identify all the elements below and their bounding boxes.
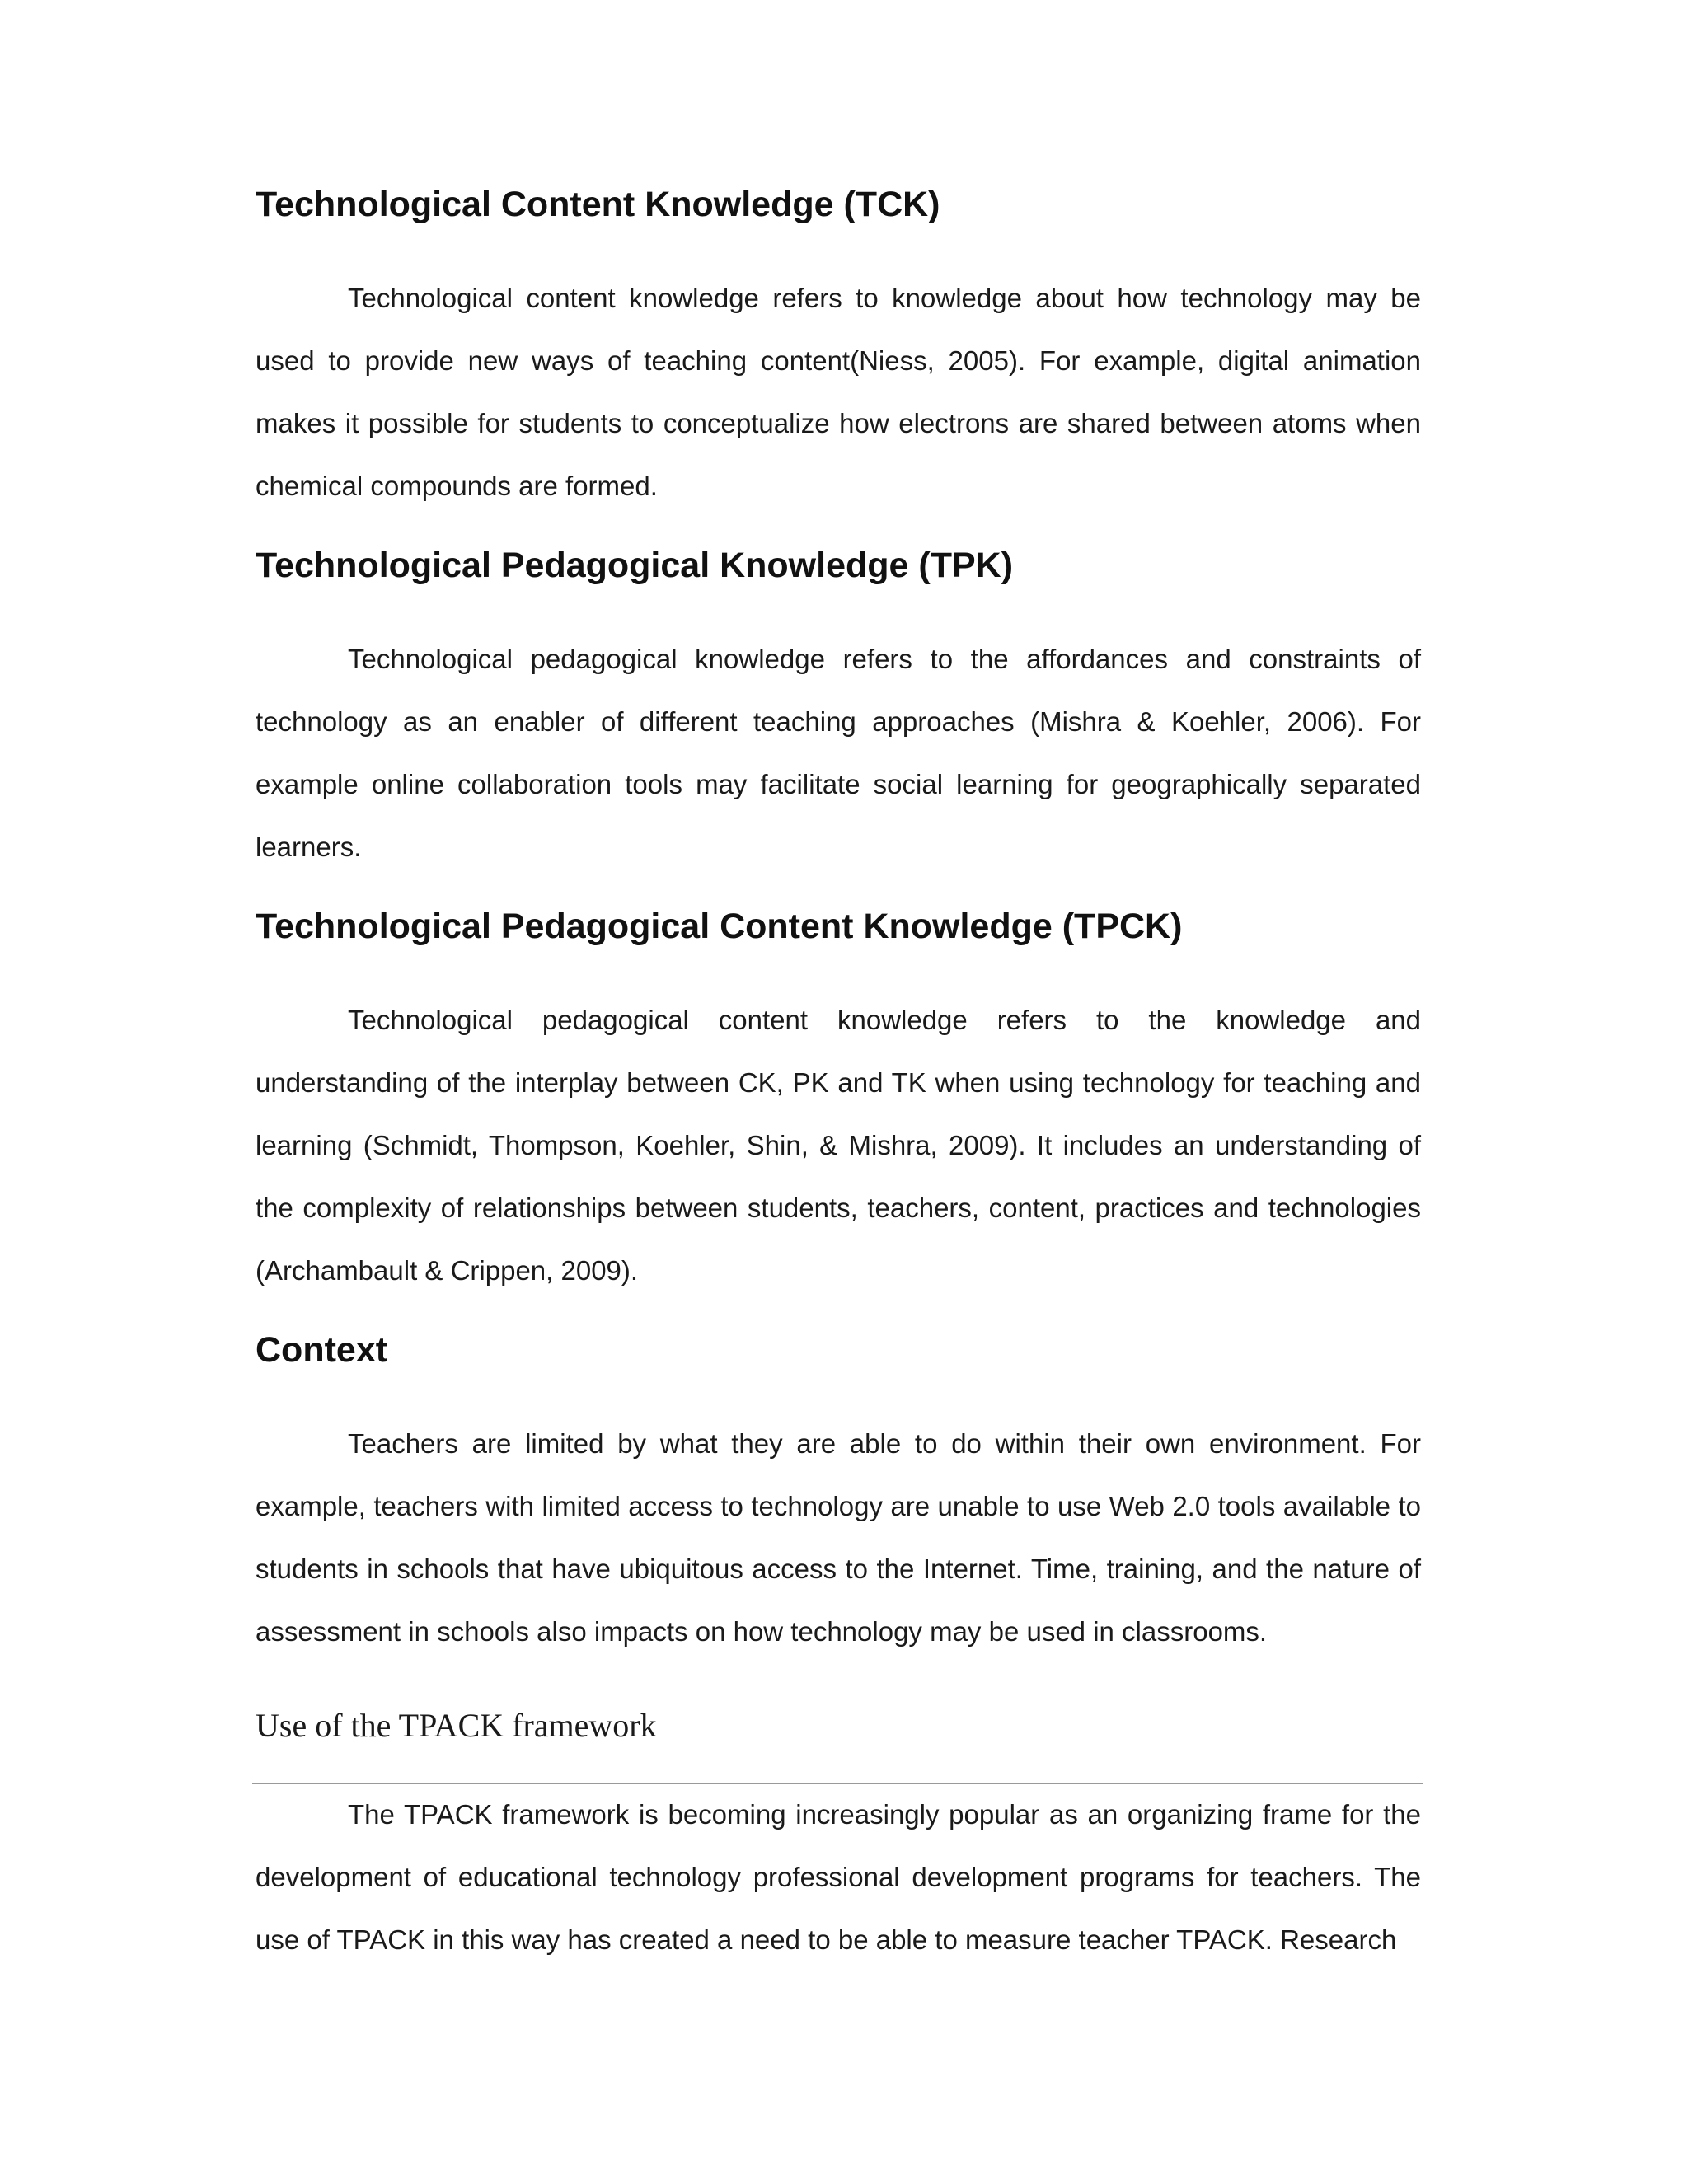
paragraph-tpk: Technological pedagogical knowledge refers to the affordances and constraints of technology as an enabler of different teaching approaches (Mishra & Koehler, 2006). For example online collaboration tools may facilitate social learning for geographically separated learners. (256, 644, 1421, 862)
paragraph-tck: Technological content knowledge refers to knowledge about how technology may be used to provide new ways of teaching content(Niess, 2005). For example, digital animation makes it possible for students to conceptualize how electrons are shared between atoms when chemical compounds are formed. (256, 283, 1421, 501)
heading-tpk: Technological Pedagogical Knowledge (TPK) (256, 546, 1014, 585)
paragraph-use-of-tpack: The TPACK framework is becoming increasingly popular as an organizing frame for the development of educational technology professional development programs for teachers. The use of TPACK in this way has created a need to be able to measure teacher TPACK. Research (256, 1799, 1421, 1955)
heading-tck: Technological Content Knowledge (TCK) (256, 185, 940, 224)
paragraph-tpck: Technological pedagogical content knowledge refers to the knowledge and understanding of the interplay between CK, PK and TK when using technology for teaching and learning (Schmidt, Thompson, Koehler, Shin, & Mishra, 2009). It includes an understanding of the complexity of relationships between students, teachers, content, practices and technologies (Archambault & Crippen, 2009). (256, 1005, 1421, 1286)
heading-context: Context (256, 1330, 388, 1370)
heading-use-of-tpack: Use of the TPACK framework (256, 1707, 657, 1744)
paragraph-context: Teachers are limited by what they are able to do within their own environment. For example, teachers with limited access to technology are unable to use Web 2.0 tools available to students in schools that have ubiquitous access to the Internet. Time, training, and the nature of assessment in schools also impacts on how technology may be used in classrooms. (256, 1428, 1421, 1647)
heading-tpck: Technological Pedagogical Content Knowledge (TPCK) (256, 907, 1183, 946)
